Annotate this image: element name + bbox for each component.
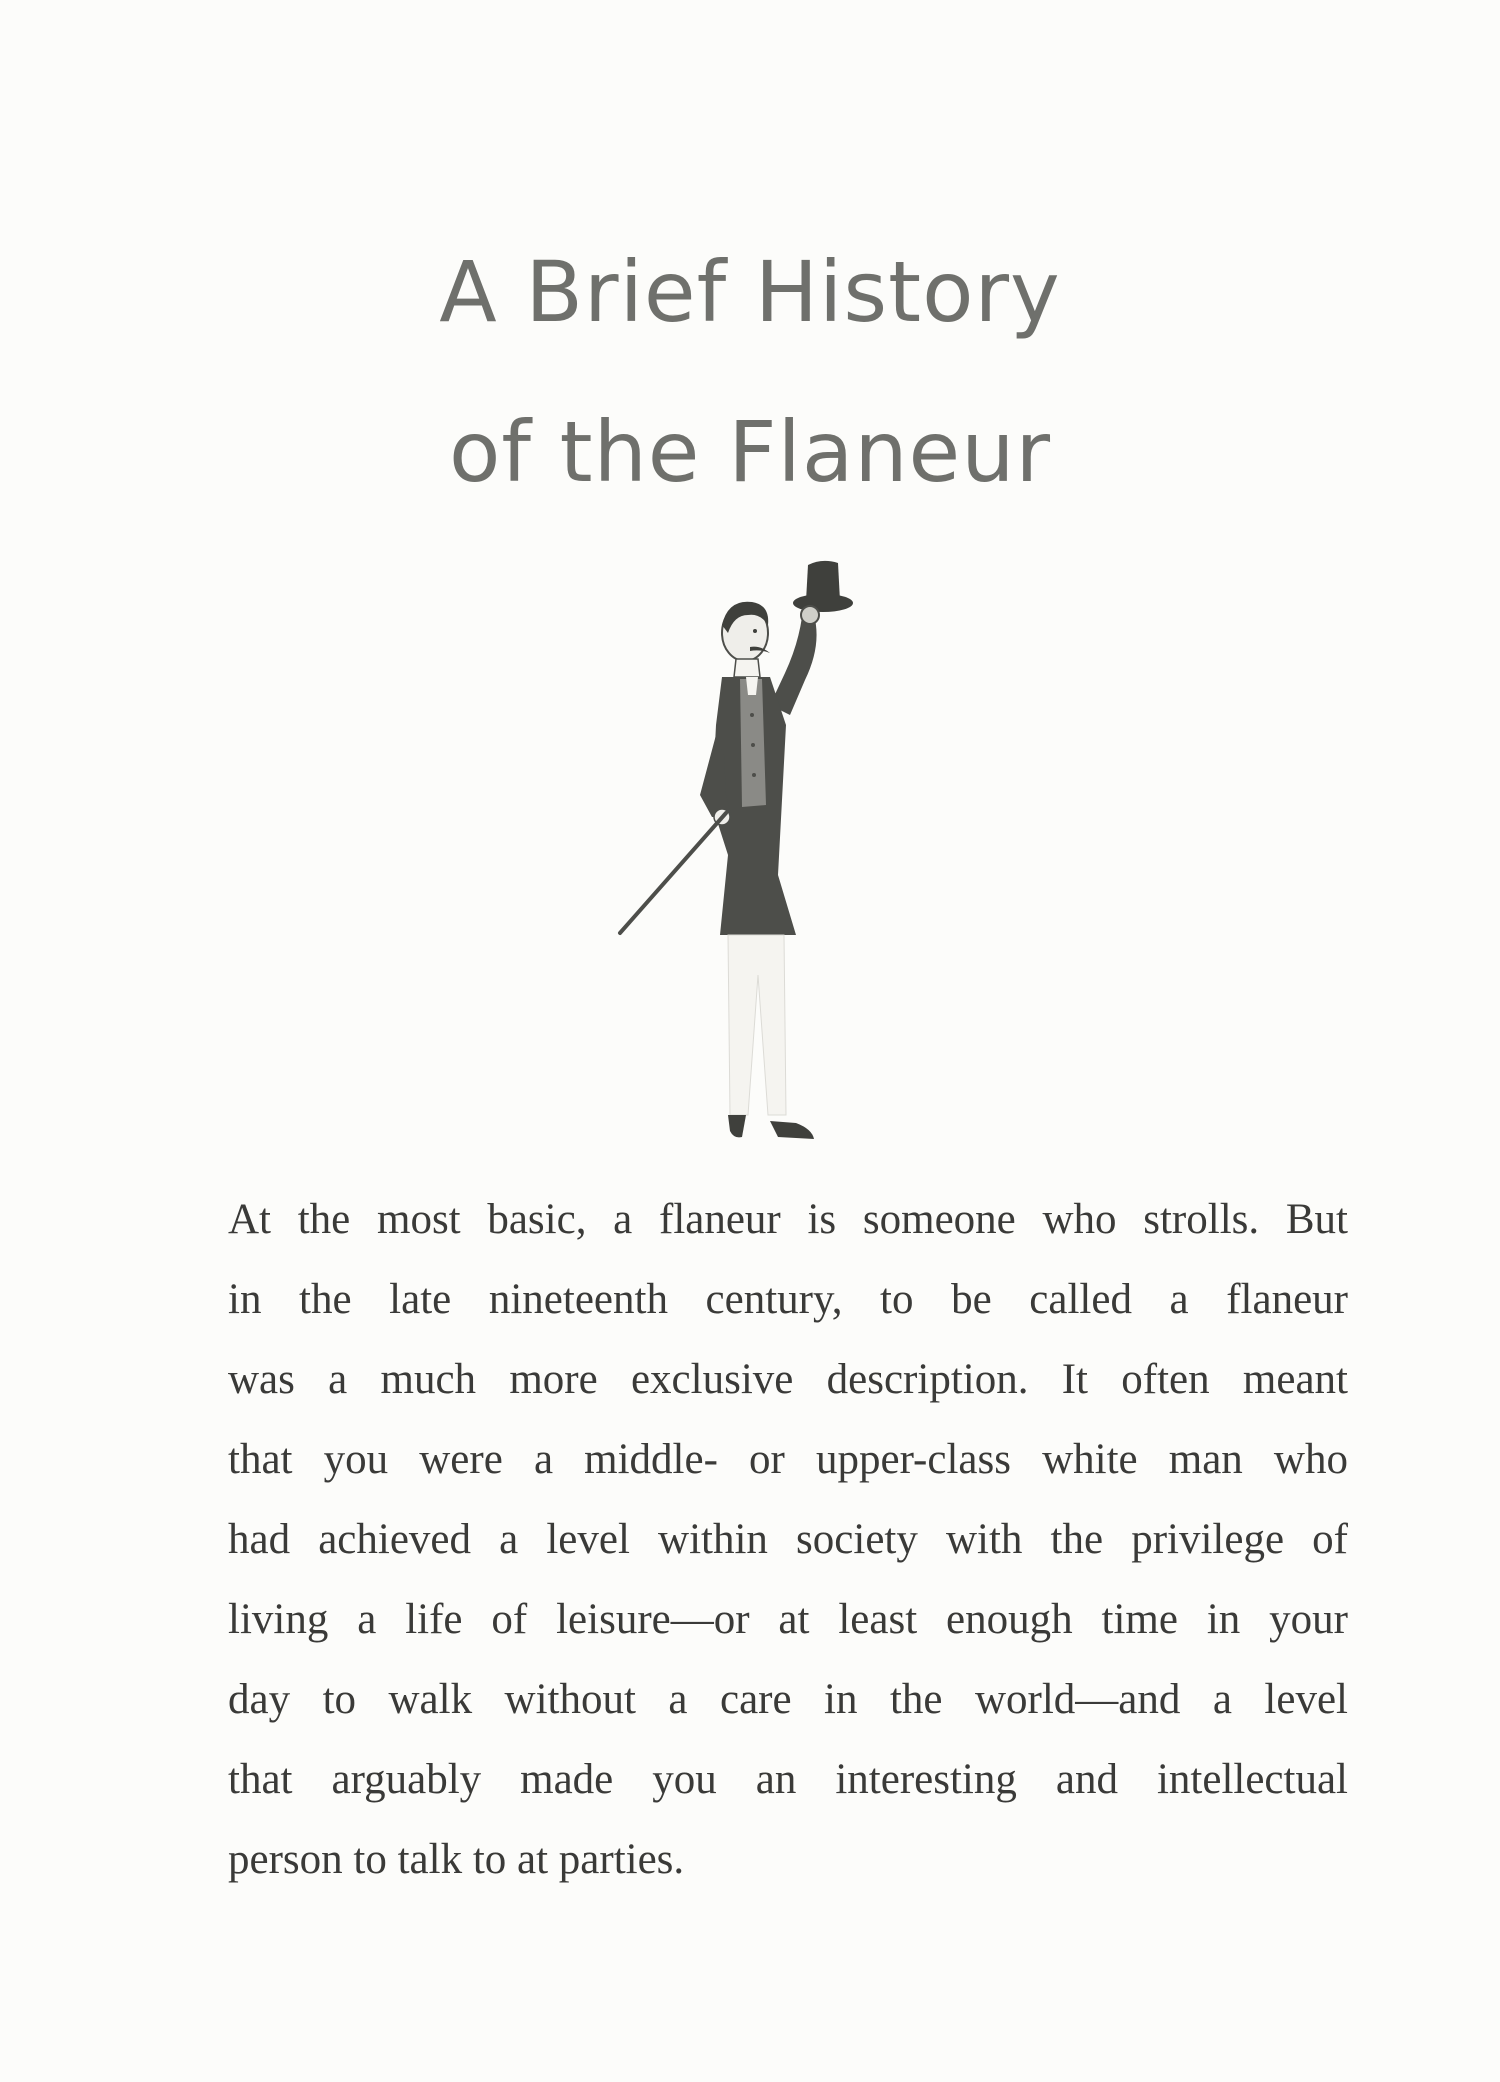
flaneur-illustration bbox=[600, 555, 900, 1155]
top-hat-icon bbox=[793, 561, 853, 612]
body-line-7: day to walk without a care in the world—and a level bbox=[228, 1676, 1348, 1723]
head bbox=[722, 602, 770, 661]
cane bbox=[620, 813, 726, 933]
body-line-8: that arguably made you an interesting and intellectual bbox=[228, 1756, 1348, 1803]
body-line-3: was a much more exclusive description. It often meant bbox=[228, 1356, 1348, 1403]
body-line-5: had achieved a level within society with the privilege of bbox=[228, 1516, 1348, 1563]
body-line-6: living a life of leisure—or at least enough time in your bbox=[228, 1596, 1348, 1643]
chapter-title-line-2: of the Flaneur bbox=[448, 403, 1052, 501]
body-line-2: in the late nineteenth century, to be called a flaneur bbox=[228, 1276, 1348, 1323]
body-line-1: At the most basic, a flaneur is someone who strolls. But bbox=[228, 1196, 1348, 1243]
chapter-title-line-1: A Brief History bbox=[439, 243, 1061, 341]
body-paragraph bbox=[228, 1180, 1348, 1900]
body-line-4: that you were a middle- or upper-class white man who bbox=[228, 1436, 1348, 1483]
body-line-9: person to talk to at parties. bbox=[228, 1836, 685, 1883]
